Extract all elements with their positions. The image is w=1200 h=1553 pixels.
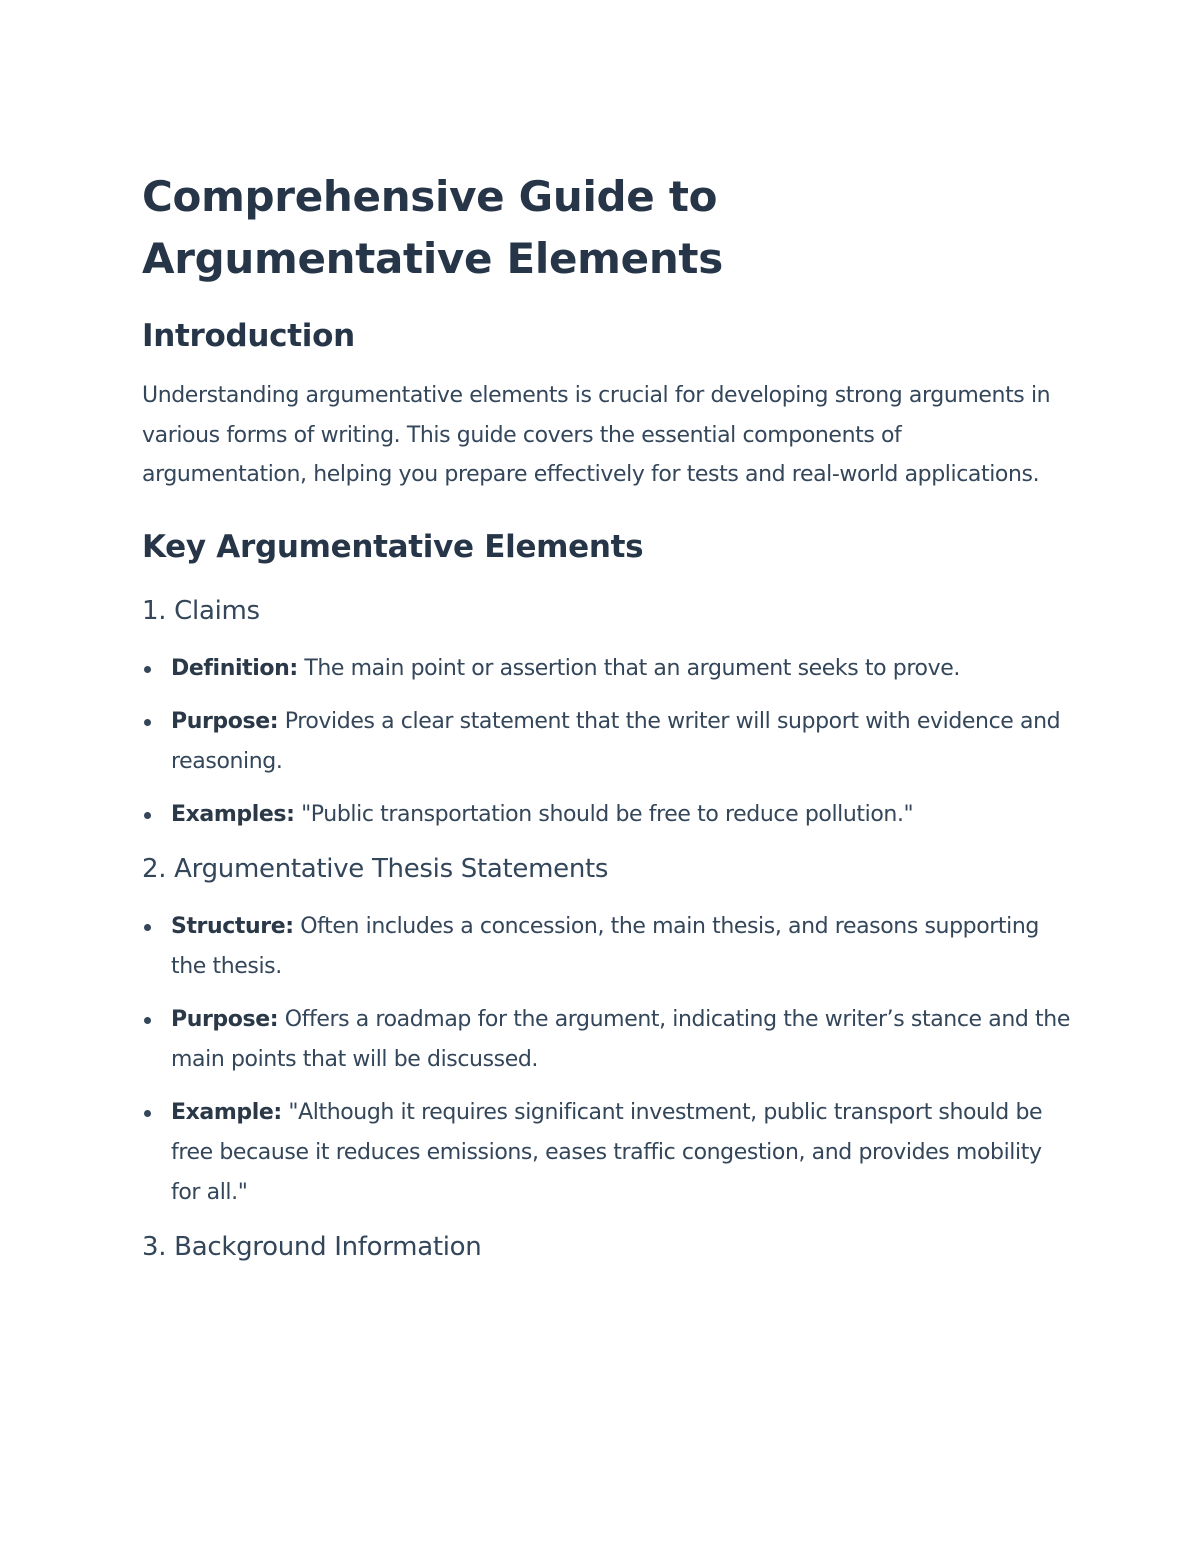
bullet-icon: [144, 1110, 151, 1117]
list-item: [142, 795, 1070, 835]
bullet-icon: [144, 1017, 151, 1024]
item-term: Purpose:: [171, 708, 279, 734]
item-term: Purpose:: [171, 1006, 279, 1032]
item-text: Often includes a concession, the main thesis, and reasons supporting the thesis.: [171, 913, 1039, 979]
document-title-line-2: Argumentative Elements: [142, 234, 723, 283]
bullet-icon: [144, 924, 151, 931]
list-item: [142, 1093, 1070, 1213]
claims-heading: 1. Claims: [142, 595, 260, 626]
item-term: Example:: [171, 1099, 282, 1125]
bullet-icon: [144, 719, 151, 726]
item-text: Provides a clear statement that the writer will support with evidence and reasoning.: [171, 708, 1061, 774]
bullet-icon: [144, 812, 151, 819]
item-text: The main point or assertion that an argument seeks to prove.: [297, 655, 960, 681]
thesis-statements-heading: 2. Argumentative Thesis Statements: [142, 853, 609, 884]
list-item: [142, 702, 1070, 782]
list-item: [142, 1000, 1070, 1080]
background-information-heading: 3. Background Information: [142, 1231, 482, 1262]
introduction-heading: Introduction: [142, 318, 355, 354]
key-elements-heading: Key Argumentative Elements: [142, 528, 644, 565]
item-text: "Public transportation should be free to reduce pollution.": [294, 801, 914, 827]
item-text: Offers a roadmap for the argument, indicating the writer’s stance and the main points that will be discussed.: [171, 1006, 1070, 1072]
introduction-paragraph: Understanding argumentative elements is crucial for developing strong arguments in various forms of writing. This guide covers the essential components of argumentation, helping you prepare effectively for tests and real-world applications.: [142, 383, 1051, 487]
item-term: Structure:: [171, 913, 294, 939]
claims-list: [142, 649, 1070, 835]
list-item: [142, 907, 1070, 987]
bullet-icon: [144, 666, 151, 673]
item-term: Definition:: [171, 655, 298, 681]
document-title-line-1: Comprehensive Guide to: [142, 172, 718, 221]
document-title: [142, 166, 1070, 290]
item-text: "Although it requires significant investment, public transport should be free because it reduces emissions, eases traffic congestion, and provides mobility for all.": [171, 1099, 1043, 1205]
thesis-list: [142, 907, 1070, 1213]
item-term: Examples:: [171, 801, 295, 827]
list-item: [142, 649, 1070, 689]
